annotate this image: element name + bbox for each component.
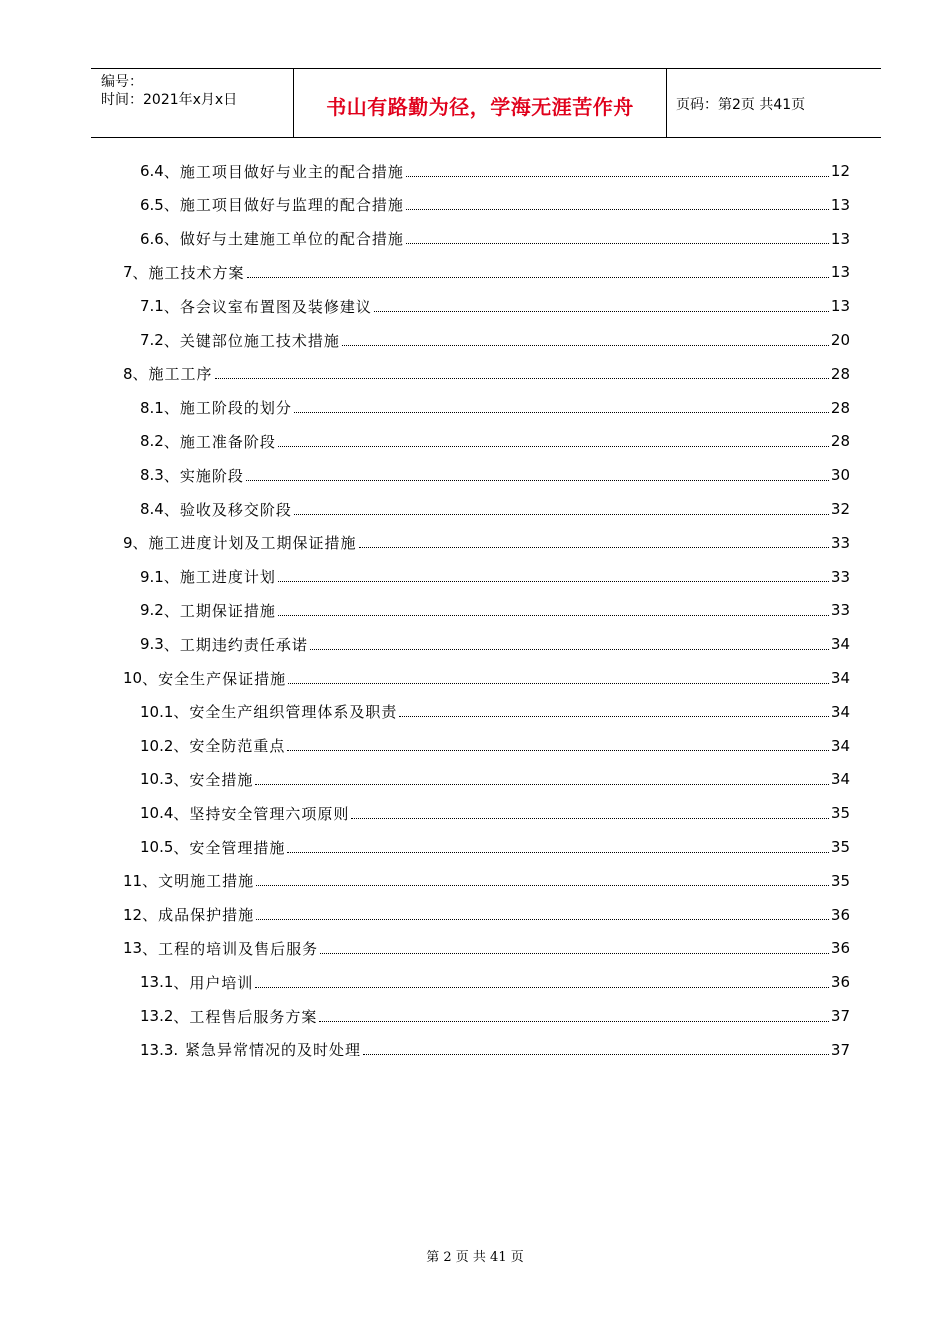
toc-dot-leader — [278, 615, 829, 616]
toc-dot-leader — [310, 649, 829, 650]
document-date: 时间：2021年x月x日 — [101, 92, 238, 108]
toc-entry[interactable] — [140, 458, 850, 492]
header-meta — [91, 69, 293, 137]
toc-entry[interactable] — [140, 289, 850, 323]
toc-entry-title: 、安全防范重点 — [173, 737, 286, 756]
toc-entry-page: 35 — [830, 804, 850, 823]
toc-entry-title: 、工程的培训及售后服务 — [142, 939, 319, 958]
toc-entry-title: 、施工进度计划及工期保证措施 — [132, 534, 357, 553]
toc-entry-title: 、施工工序 — [132, 365, 213, 384]
toc-entry-title: 、施工项目做好与监理的配合措施 — [163, 196, 404, 215]
toc-dot-leader — [351, 818, 828, 819]
toc-dot-leader — [287, 750, 828, 751]
toc-dot-leader — [406, 176, 829, 177]
toc-entry-number: 7 — [123, 263, 133, 282]
toc-entry-number: 13 — [123, 939, 143, 958]
toc-entry-page: 33 — [830, 533, 850, 552]
toc-entry[interactable] — [140, 560, 850, 594]
toc-entry-number: 9.2 — [140, 601, 164, 620]
toc-dot-leader — [319, 1021, 828, 1022]
toc-entry[interactable] — [123, 357, 850, 391]
toc-dot-leader — [359, 547, 829, 548]
toc-entry-number: 6.6 — [140, 229, 164, 248]
toc-entry-title: 、验收及移交阶段 — [163, 500, 292, 519]
toc-entry-number: 13.3 — [140, 1040, 174, 1059]
toc-entry[interactable] — [123, 661, 850, 695]
toc-entry-number: 13.2 — [140, 1007, 174, 1025]
toc-entry-title: 、用户培训 — [173, 973, 254, 992]
toc-entry-page: 34 — [830, 770, 850, 789]
toc-entry[interactable] — [140, 627, 850, 661]
toc-entry-number: 9.3 — [140, 635, 164, 654]
toc-entry-page: 33 — [830, 567, 850, 586]
toc-entry-title: 、坚持安全管理六项原则 — [173, 804, 350, 823]
toc-entry-title: 、安全生产组织管理体系及职责 — [173, 703, 398, 722]
toc-entry-number: 10.1 — [140, 702, 174, 721]
toc-entry[interactable] — [140, 999, 850, 1033]
toc-entry-title: 、实施阶段 — [163, 466, 244, 485]
toc-dot-leader — [288, 683, 829, 684]
toc-dot-leader — [287, 852, 828, 853]
toc-entry-number: 9.1 — [140, 567, 164, 586]
toc-entry-title: 、安全管理措施 — [173, 838, 286, 857]
toc-dot-leader — [255, 784, 828, 785]
toc-entry[interactable] — [140, 762, 850, 796]
toc-entry-title: 、文明施工措施 — [142, 872, 255, 891]
toc-entry[interactable] — [140, 424, 850, 458]
toc-entry[interactable] — [140, 391, 850, 425]
toc-entry-number: 7.1 — [140, 297, 164, 316]
toc-dot-leader — [294, 514, 829, 515]
toc-entry[interactable] — [123, 931, 850, 965]
toc-entry-page: 34 — [830, 736, 850, 755]
toc-entry-page: 36 — [830, 905, 850, 924]
toc-dot-leader — [320, 953, 829, 954]
toc-dot-leader — [363, 1054, 829, 1055]
toc-entry[interactable] — [140, 796, 850, 830]
toc-entry-title: 、施工进度计划 — [163, 568, 276, 587]
toc-entry-number: 10.3 — [140, 770, 174, 789]
toc-entry-page: 13 — [830, 263, 850, 282]
toc-entry-page: 13 — [830, 195, 850, 214]
toc-entry-number: 8 — [123, 364, 133, 383]
toc-dot-leader — [255, 987, 828, 988]
toc-entry[interactable] — [140, 965, 850, 999]
toc-entry-number: 10.4 — [140, 804, 174, 823]
toc-entry[interactable] — [140, 830, 850, 864]
toc-dot-leader — [342, 345, 829, 346]
toc-entry-title: 、工期违约责任承诺 — [163, 635, 308, 654]
toc-entry[interactable] — [140, 154, 850, 188]
toc-dot-leader — [374, 311, 829, 312]
toc-entry-title: 、施工技术方案 — [132, 263, 245, 282]
toc-dot-leader — [246, 480, 829, 481]
toc-entry[interactable] — [140, 695, 850, 729]
toc-entry-title: 、工期保证措施 — [163, 601, 276, 620]
toc-entry-title: 、工程售后服务方案 — [173, 1007, 318, 1026]
toc-entry[interactable] — [140, 188, 850, 222]
toc-entry-number: 13.1 — [140, 973, 174, 992]
toc-entry-title: . 紧急异常情况的及时处理 — [173, 1041, 361, 1060]
toc-entry[interactable] — [123, 864, 850, 898]
toc-dot-leader — [278, 446, 829, 447]
toc-entry-page: 20 — [830, 331, 850, 349]
toc-entry[interactable] — [140, 323, 850, 357]
toc-entry-page: 35 — [830, 838, 850, 856]
toc-dot-leader — [406, 209, 829, 210]
toc-entry[interactable] — [123, 526, 850, 560]
toc-entry-title: 、安全措施 — [173, 770, 254, 789]
toc-dot-leader — [399, 716, 828, 717]
toc-entry-page: 34 — [830, 635, 850, 654]
toc-entry-title: 、施工准备阶段 — [163, 432, 276, 451]
toc-entry-page: 36 — [830, 939, 850, 958]
toc-entry-number: 12 — [123, 905, 143, 924]
toc-entry-title: 、施工项目做好与业主的配合措施 — [163, 162, 404, 181]
toc-entry-title: 、做好与土建施工单位的配合措施 — [163, 230, 404, 249]
toc-entry-page: 28 — [830, 398, 850, 417]
toc-dot-leader — [278, 581, 829, 582]
toc-entry[interactable] — [140, 222, 850, 256]
toc-entry-page: 34 — [830, 702, 850, 721]
toc-entry-page: 28 — [830, 364, 850, 383]
toc-dot-leader — [406, 243, 829, 244]
document-id-label: 编号： — [101, 74, 143, 90]
toc-entry-page: 28 — [830, 432, 850, 451]
toc-entry-number: 8.1 — [140, 398, 164, 417]
toc-entry-number: 8.2 — [140, 432, 164, 451]
header-page-info: 页码：第2页 共41页 — [676, 97, 806, 113]
header-page-cell — [666, 69, 881, 137]
toc-entry[interactable] — [140, 729, 850, 763]
toc-entry-number: 8.4 — [140, 500, 164, 518]
toc-entry-number: 8.3 — [140, 466, 164, 485]
toc-dot-leader — [256, 919, 829, 920]
toc-entry-number: 10.5 — [140, 838, 174, 856]
toc-entry-page: 33 — [830, 601, 850, 620]
toc-entry[interactable] — [123, 898, 850, 932]
toc-entry-title: 、成品保护措施 — [142, 906, 255, 925]
toc-dot-leader — [247, 277, 829, 278]
toc-dot-leader — [294, 412, 829, 413]
toc-entry-page: 35 — [830, 871, 850, 890]
toc-entry-number: 7.2 — [140, 331, 164, 349]
toc-entry-page: 32 — [830, 500, 850, 518]
toc-entry-number: 9 — [123, 533, 133, 552]
header-motto: 书山有路勤为径，学海无涯苦作舟 — [326, 95, 634, 119]
toc-entry-title: 、关键部位施工技术措施 — [163, 331, 340, 350]
toc-entry-page: 12 — [830, 162, 850, 180]
toc-entry-number: 6.5 — [140, 195, 164, 214]
toc-entry-page: 37 — [830, 1040, 850, 1059]
toc-entry[interactable] — [123, 255, 850, 289]
toc-entry-page: 30 — [830, 466, 850, 485]
toc-entry-number: 10.2 — [140, 736, 174, 755]
toc-entry-number: 11 — [123, 871, 143, 890]
toc-entry-page: 13 — [830, 297, 850, 316]
toc-entry[interactable] — [140, 593, 850, 627]
toc-entry-title: 、施工阶段的划分 — [163, 399, 292, 418]
toc-dot-leader — [215, 378, 829, 379]
header-motto-cell — [293, 69, 667, 137]
toc-entry[interactable] — [140, 1033, 850, 1067]
toc-entry-number: 6.4 — [140, 162, 164, 180]
toc-entry-page: 37 — [830, 1007, 850, 1025]
toc-entry-page: 13 — [830, 229, 850, 248]
toc-entry[interactable] — [140, 492, 850, 526]
page-footer: 第 2 页 共 41 页 — [426, 1250, 524, 1265]
toc-entry-page: 34 — [830, 669, 850, 687]
toc-entry-title: 、各会议室布置图及装修建议 — [163, 297, 372, 316]
page-header — [91, 68, 881, 138]
toc-entry-title: 、安全生产保证措施 — [142, 669, 287, 688]
toc-entry-page: 36 — [830, 973, 850, 992]
toc-dot-leader — [256, 885, 829, 886]
toc-entry-number: 10 — [123, 669, 143, 687]
